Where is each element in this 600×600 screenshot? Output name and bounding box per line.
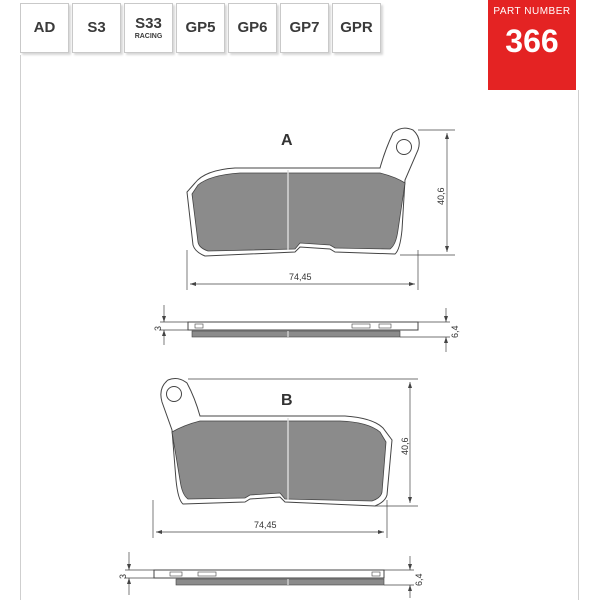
pad-a-letter: A (281, 132, 293, 149)
pad-a-width-label: 74,45 (289, 272, 312, 282)
pad-b-total-label: 6,4 (414, 573, 424, 586)
pad-a-mount-hole (397, 140, 412, 155)
pad-b-mount-hole (167, 387, 182, 402)
pad-b-friction-material (172, 421, 386, 501)
pad-b-side-friction (176, 579, 384, 585)
part-number-value: 366 (505, 23, 559, 59)
pad-b-width-label: 74,45 (254, 520, 277, 530)
pad-b-width-dimension (153, 500, 387, 538)
pad-a-side-friction (192, 331, 400, 337)
compound-subtitle: RACING (134, 32, 163, 40)
pad-b-total-dimension (384, 556, 414, 598)
pad-b-plate-label: 3 (118, 573, 128, 579)
compound-code: GP6 (237, 19, 268, 36)
pad-b-letter: B (281, 392, 293, 409)
pad-a-side (188, 322, 418, 337)
compound-code: GP5 (185, 19, 216, 36)
part-number-label: PART NUMBER (493, 6, 571, 17)
pad-a-plate-dimension (160, 305, 188, 345)
compound-code: AD (33, 19, 56, 36)
compound-code: S33 (135, 14, 162, 32)
pad-b-side-plate (154, 570, 384, 578)
pad-a-width-dimension (187, 250, 418, 290)
compound-code: GPR (340, 19, 373, 36)
pad-b-front (161, 379, 392, 506)
pad-a-plate-label: 3 (153, 325, 163, 331)
pad-a-side-plate (188, 322, 418, 330)
compound-code: S3 (87, 19, 106, 36)
pad-b-plate-dimension (125, 552, 154, 595)
pad-b-side (154, 570, 384, 585)
pad-b-height-label: 40,6 (400, 437, 410, 455)
compound-code: GP7 (289, 19, 320, 36)
pad-a-front (187, 128, 419, 256)
pad-a-height-label: 40,6 (436, 187, 446, 205)
pad-a-friction-material (192, 173, 405, 251)
pad-a-total-label: 6,4 (450, 325, 460, 338)
